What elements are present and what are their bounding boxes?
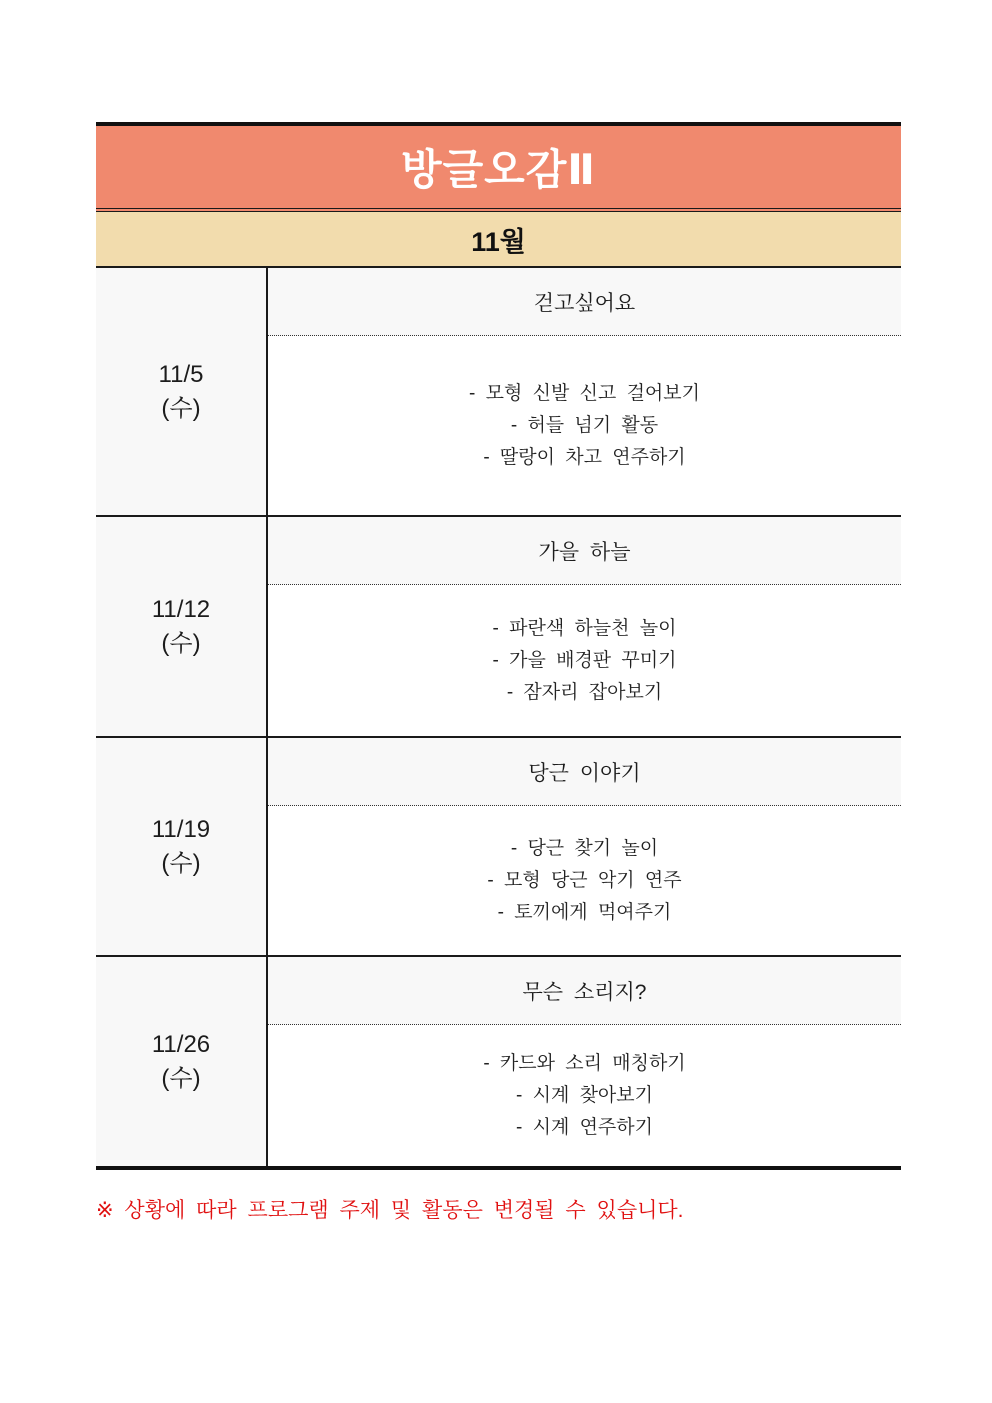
topic-title: 무슨 소리지? [268,957,901,1025]
activity-item: - 토끼에게 먹여주기 [497,901,672,923]
weekday-value: (수) [161,1064,201,1092]
date-cell [96,268,268,515]
date-value: 11/26 [151,1030,211,1058]
date-value: 11/19 [151,815,211,843]
program-title: 방글오감Ⅱ [401,146,596,193]
activities-list [268,585,901,736]
schedule-row [96,738,901,957]
topic-title: 당근 이야기 [268,738,901,806]
activity-item: - 시계 찾아보기 [515,1084,653,1106]
activity-item: - 모형 신발 신고 걸어보기 [469,382,700,404]
content-cell [268,957,901,1166]
content-cell [268,517,901,736]
activity-item: - 카드와 소리 매칭하기 [483,1052,686,1074]
date-cell [96,738,268,955]
date-value: 11/5 [158,360,204,388]
activities-list [268,336,901,515]
activity-item: - 허들 넘기 활동 [510,414,659,436]
content-cell [268,738,901,955]
activity-item: - 잠자리 잡아보기 [506,681,663,703]
weekday-value: (수) [161,849,201,877]
topic-title: 가을 하늘 [268,517,901,585]
month-label: 11월 [471,226,526,257]
topic-title: 걷고싶어요 [268,268,901,336]
program-schedule-table [96,122,901,1170]
date-cell [96,517,268,736]
schedule-row [96,268,901,517]
schedule-row [96,957,901,1166]
date-value: 11/12 [151,595,211,623]
date-cell [96,957,268,1166]
month-band [96,212,901,268]
weekday-value: (수) [161,394,201,422]
weekday-value: (수) [161,629,201,657]
content-cell [268,268,901,515]
schedule-row [96,517,901,738]
activity-item: - 시계 연주하기 [515,1116,653,1138]
activity-item: - 파란색 하늘천 놀이 [492,617,677,639]
activities-list [268,1025,901,1166]
activities-list [268,806,901,955]
program-title-band [96,126,901,212]
activity-item: - 당근 찾기 놀이 [510,837,659,859]
activity-item: - 모형 당근 악기 연주 [487,869,682,891]
activity-item: - 딸랑이 차고 연주하기 [483,446,686,468]
change-notice-footnote: ※ 상황에 따라 프로그램 주제 및 활동은 변경될 수 있습니다. [96,1199,684,1222]
activity-item: - 가을 배경판 꾸미기 [492,649,677,671]
